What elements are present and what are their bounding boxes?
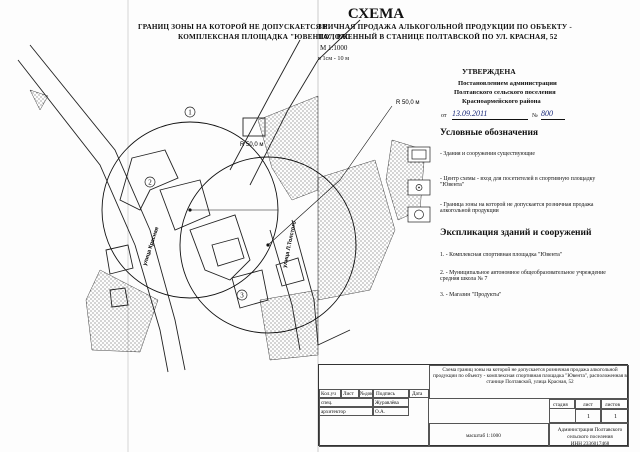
scale-cell — [429, 423, 549, 447]
center-point-icon-dot — [418, 187, 420, 189]
approval-date: 13.09.2011 — [452, 110, 528, 120]
org-line-3: ИНН 2336017468 — [570, 441, 610, 447]
title-block-stamp — [318, 364, 628, 446]
name-1-label: Журавлёва — [375, 400, 399, 406]
approval-number: 800 — [541, 110, 565, 120]
col-list-label: Лист — [343, 391, 354, 397]
col-date-label: Дата — [412, 391, 423, 397]
radius-label-2: R 50,0 м — [396, 100, 420, 106]
explication-item-3: 3. - Магазин "Продукты" — [440, 292, 502, 298]
title-line-2: ЗНИЧНАЯ ПРОДАЖА АЛЬКОГОЛЬНОЙ ПРОДУКЦИИ ПО ОБЪЕКТУ - — [318, 23, 572, 31]
legend-box-building — [408, 147, 430, 162]
street-label-krasnaya: улица Красная — [142, 226, 161, 267]
org-cell — [549, 423, 629, 447]
explication-heading: Экспликация зданий и сооружений — [440, 228, 592, 238]
approval-line-3: Красноармейского района — [462, 98, 541, 105]
col-kol-label: Кол.уч — [321, 391, 336, 397]
legend-item-zone: - Граница зоны на которой не допускается розничная продажа алкогольной продукции — [440, 202, 594, 215]
approval-line-2: Полтавского сельского поселения — [454, 89, 556, 96]
role-2-cell — [319, 407, 373, 416]
radius-label-1: R 50,0 м — [240, 142, 264, 148]
approval-number-prefix: № — [532, 113, 538, 119]
stamp-description: Схема границ зоны на которой не допускается розничная продажа алкогольной продукции по объекту - комплексная спортивная площадка "Ювента", расположенная в станице Полтавской, улица Красная, 52 — [433, 367, 627, 385]
col-kol-cell — [319, 389, 341, 398]
role-1-cell — [319, 398, 373, 407]
legend-box-zone — [408, 207, 430, 222]
building-1-number: 1 — [188, 108, 192, 117]
approval-heading: УТВЕРЖДЕНА — [462, 67, 516, 76]
sheets-cell — [601, 399, 629, 409]
legend-item-building: - Здания и сооружения существующие — [440, 151, 535, 157]
title-line-1: ГРАНИЦ ЗОНЫ НА КОТОРОЙ НЕ ДОПУСКАЕТСЯ Р — [138, 23, 328, 31]
approval-date-prefix: от — [441, 113, 447, 119]
explication-item-1: 1. - Комплексная спортивная площадка "Ювента" — [440, 252, 563, 258]
legend-item-center: - Центр схемы - вход для посетителей в спортивную площадку "Ювента" — [440, 176, 596, 189]
role-1-label: спец. — [321, 400, 333, 406]
sheets-value-cell — [601, 409, 629, 423]
col-list-cell — [341, 389, 359, 398]
explication-item-2: 2. - Муниципальное автономное общеобразовательное учреждение средняя школа № 7 — [440, 270, 606, 283]
col-doc-cell — [359, 389, 373, 398]
name-1-cell — [373, 398, 409, 407]
stamp-scale: масштаб 1:1000 — [466, 433, 501, 439]
name-2-label: О.А. — [375, 409, 386, 415]
description-cell — [429, 365, 629, 399]
col-sign-cell — [373, 389, 409, 398]
building-3-number: 3 — [240, 291, 244, 300]
sheet-value-cell — [575, 409, 601, 423]
stage-label: стадия — [553, 402, 568, 408]
legend-heading: Условные обозначения — [440, 128, 539, 138]
col-sign-label: Подпись — [376, 391, 396, 397]
name-2-cell — [373, 407, 409, 416]
sheets-value: 1 — [614, 413, 618, 420]
role-2-label: архитектор — [321, 409, 346, 415]
col-date-cell — [409, 389, 429, 398]
approval-line-1: Постановлением администрации — [458, 80, 557, 87]
sheet-value: 1 — [587, 413, 591, 420]
title-line-3: КОМПЛЕКСНАЯ ПЛОЩАДКА "ЮВЕНТА", РАС — [178, 33, 351, 41]
scale-label: М 1:1000 — [320, 44, 348, 52]
scale-note: в 1см - 10 м — [318, 55, 350, 62]
building-2-number: 2 — [148, 178, 152, 187]
sheet-label: лист — [583, 402, 593, 408]
col-doc-label: №док — [360, 391, 373, 397]
title-line-4: ПОЛОЖЕННЫЙ В СТАНИЦЕ ПОЛТАВСКОЙ ПО УЛ. КРАСНАЯ, 52 — [318, 33, 558, 41]
sheets-label: листов — [605, 402, 620, 408]
stage-cell — [549, 399, 575, 409]
org-line-1: Администрация Полтавского — [557, 427, 623, 433]
sheet-cell — [575, 399, 601, 409]
document-title: СХЕМА — [347, 6, 405, 22]
street-label-tolstogo: улица Л.Толстого — [282, 220, 298, 269]
org-line-2: сельского поселения — [567, 434, 613, 440]
